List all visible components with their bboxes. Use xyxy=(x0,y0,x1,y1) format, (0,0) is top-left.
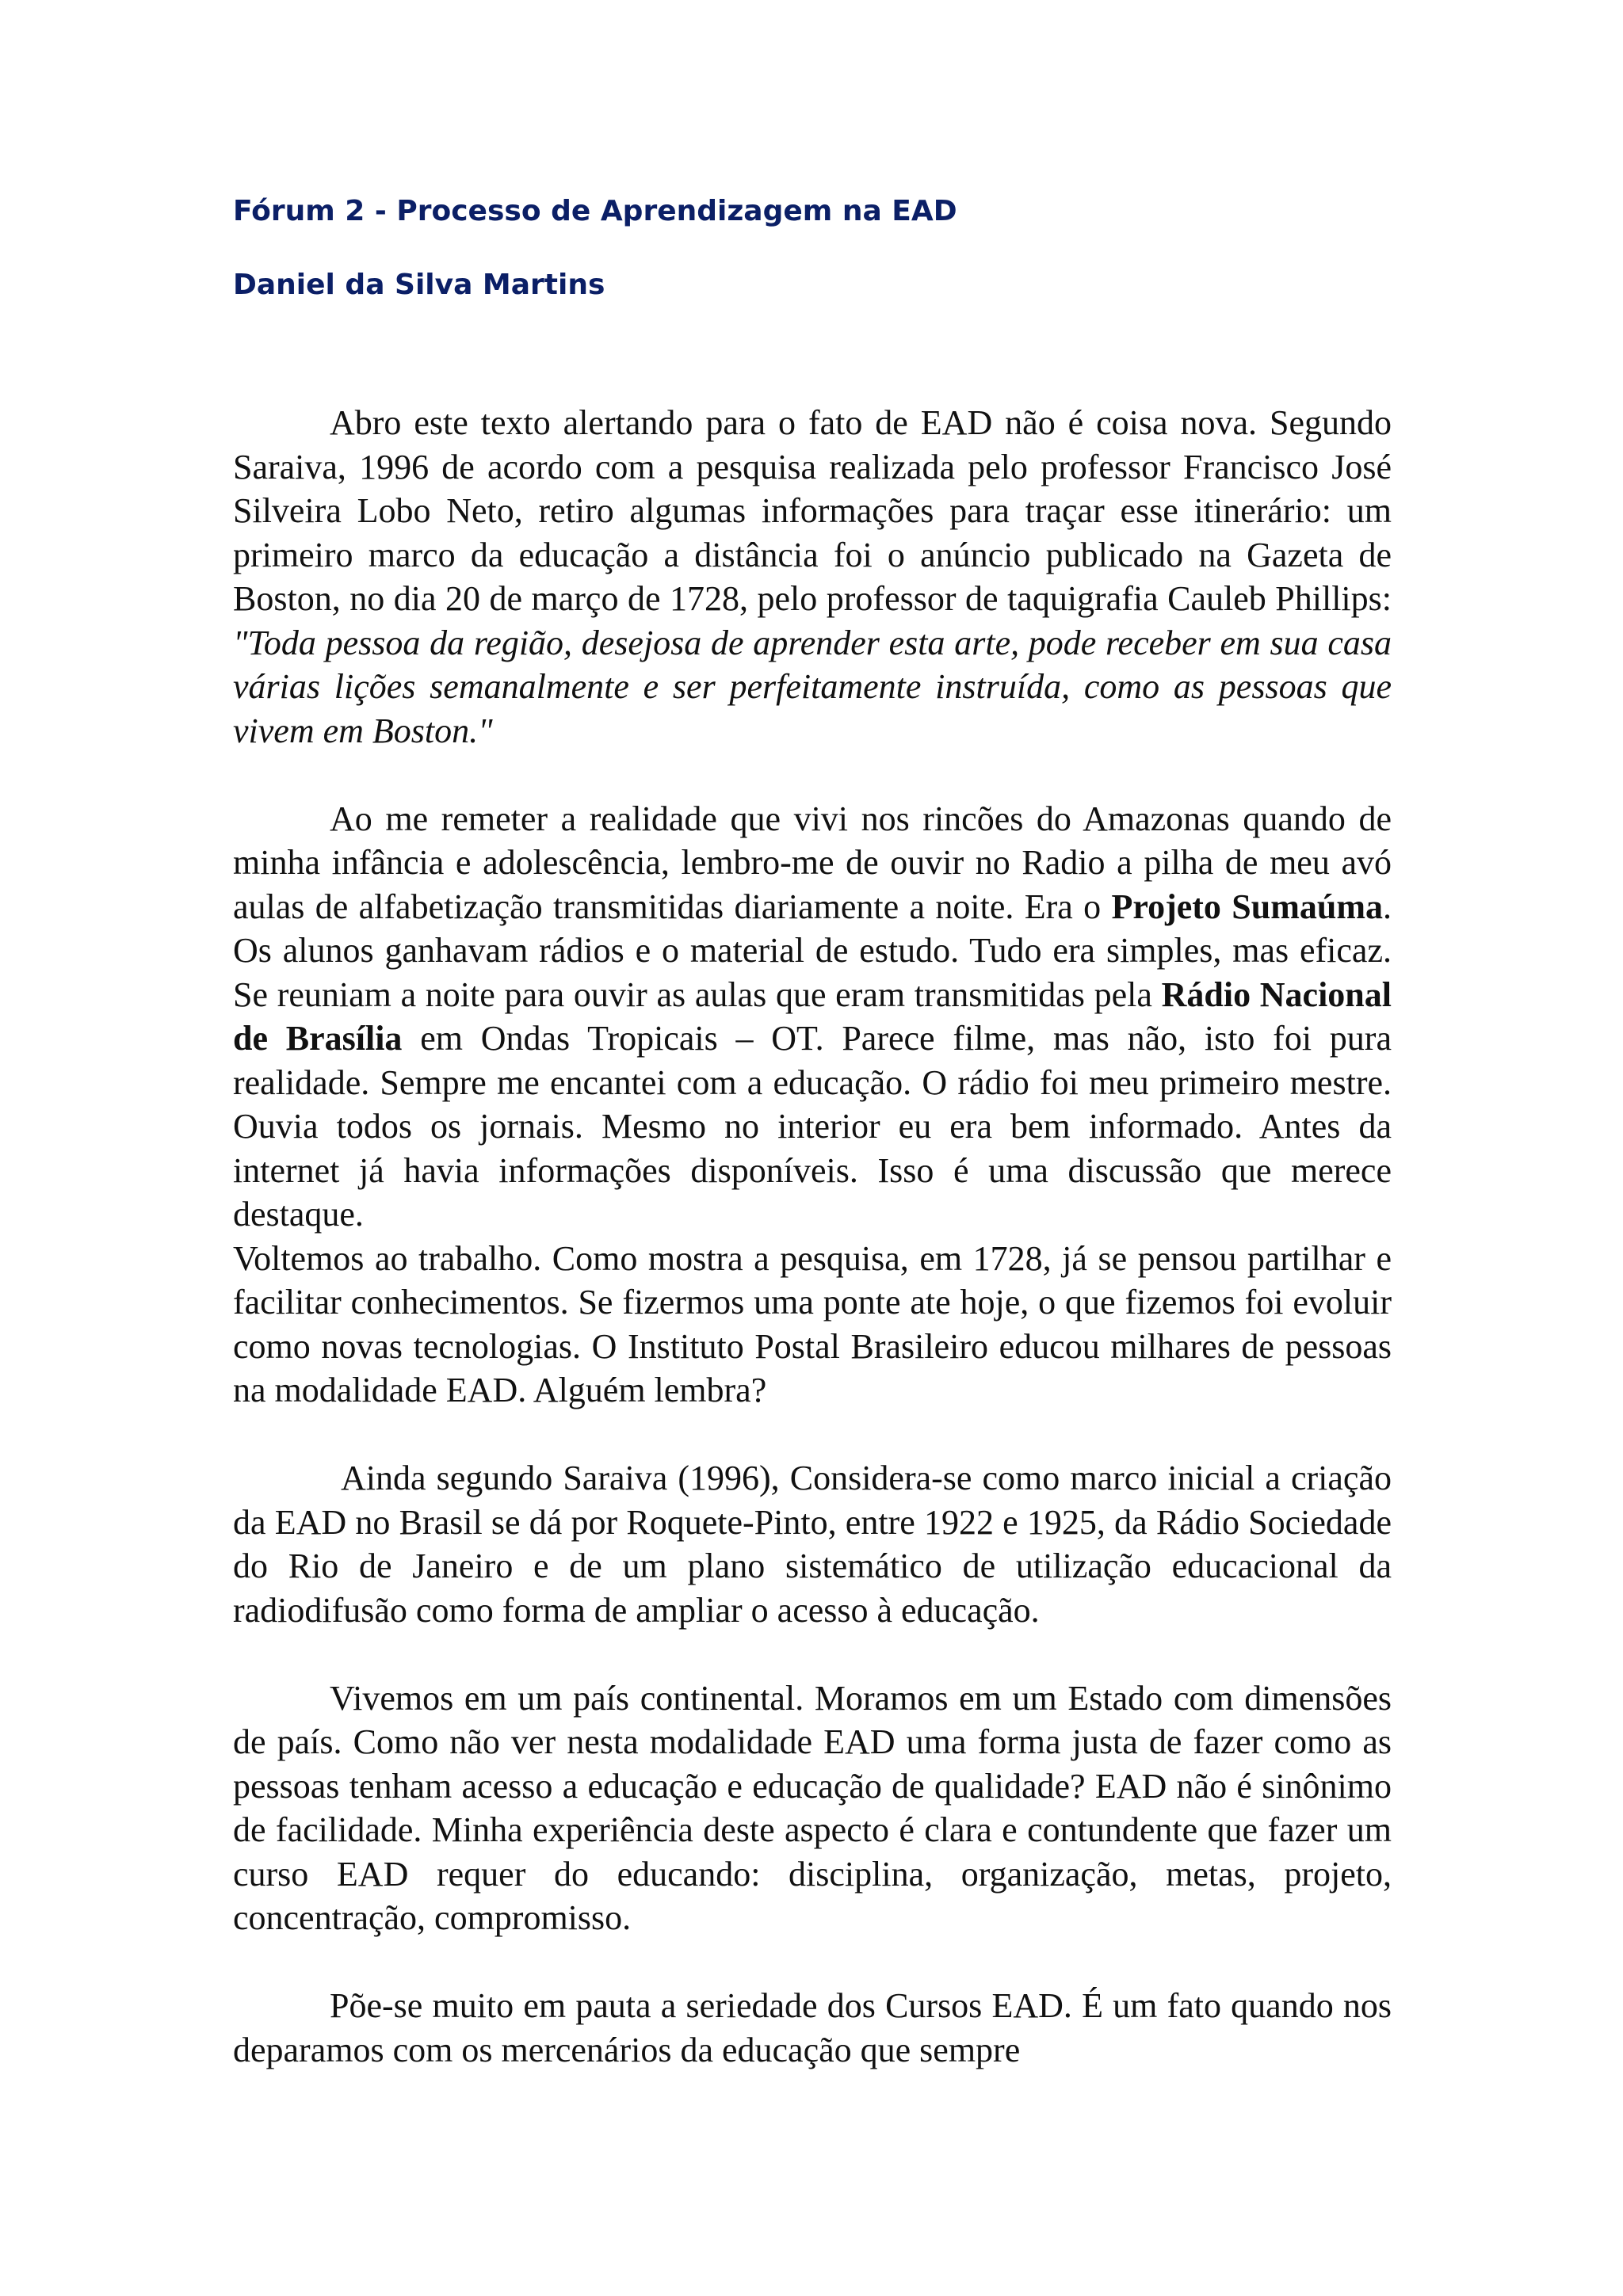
paragraph-2-text-a: Ao me remeter a realidade que vivi nos rincões do Amazonas quando de minha infância e adolescência, lembro-me de ouvir no Radio a pilha de meu avó aulas de alfabetização transmitidas diariamente a noite. Era o xyxy=(233,799,1392,926)
paragraph-2-text-b: . Os alunos ganhavam rádios e o material de estudo. Tudo era simples, mas eficaz. Se reuniam a noite para ouvir as aulas que eram transmitidas pela xyxy=(233,887,1392,1014)
paragraph-1 xyxy=(233,401,1392,753)
document-body xyxy=(233,401,1392,2072)
author-name: Daniel da Silva Martins xyxy=(233,269,605,301)
paragraph-3: Voltemos ao trabalho. Como mostra a pesquisa, em 1728, já se pensou partilhar e facilitar conhecimentos. Se fizermos uma ponte ate hoje, o que fizemos foi evoluir como novas tecnologias. O Instituto Postal Brasileiro educou milhares de pessoas na modalidade EAD. Alguém lembra? xyxy=(233,1238,1392,1409)
projeto-sumauma-bold: Projeto Sumaúma xyxy=(1111,887,1384,926)
radio-nacional-bold: Rádio Nacional de Brasília xyxy=(233,974,1392,1058)
paragraph-5: Vivemos em um país continental. Moramos em um Estado com dimensões de país. Como não ver nesta modalidade EAD uma forma justa de fazer como as pessoas tenham acesso a educação e educação de qualidade? EAD não é sinônimo de facilidade. Minha experiência deste aspecto é clara e contundente que fazer um curso EAD requer do educando: disciplina, organização, metas, projeto, concentração, compromisso. xyxy=(233,1678,1392,1937)
paragraph-2 xyxy=(233,797,1392,1237)
paragraph-4: Ainda segundo Saraiva (1996), Considera-se como marco inicial a criação da EAD no Brasil se dá por Roquete-Pinto, entre 1922 e 1925, da Rádio Sociedade do Rio de Janeiro e de um plano sistemático de utilização educacional da radiodifusão como forma de ampliar o acesso à educação. xyxy=(233,1459,1392,1630)
paragraph-2-text-c: em Ondas Tropicais – OT. Parece filme, mas não, isto foi pura realidade. Sempre me encantei com a educação. O rádio foi meu primeiro mestre. Ouvia todos os jornais. Mesmo no interior eu era bem informado. Antes da internet já havia informações disponíveis. Isso é uma discussão que merece destaque. xyxy=(233,1019,1392,1234)
phillips-quote: "Toda pessoa da região, desejosa de aprender esta arte, pode receber em sua casa várias lições semanalmente e ser perfeitamente instruída, como as pessoas que vivem em Boston." xyxy=(233,623,1392,750)
forum-title: Fórum 2 - Processo de Aprendizagem na EAD xyxy=(233,195,957,227)
paragraph-6: Põe-se muito em pauta a seriedade dos Cursos EAD. É um fato quando nos deparamos com os mercenários da educação que sempre xyxy=(233,1986,1392,2069)
paragraph-1-text: Abro este texto alertando para o fato de EAD não é coisa nova. Segundo Saraiva, 1996 de acordo com a pesquisa realizada pelo professor Francisco José Silveira Lobo Neto, retiro algumas informações para traçar esse itinerário: um primeiro marco da educação a distância foi o anúncio publicado na Gazeta de Boston, no dia 20 de março de 1728, pelo professor de taquigrafia Cauleb Phillips: xyxy=(233,403,1392,618)
